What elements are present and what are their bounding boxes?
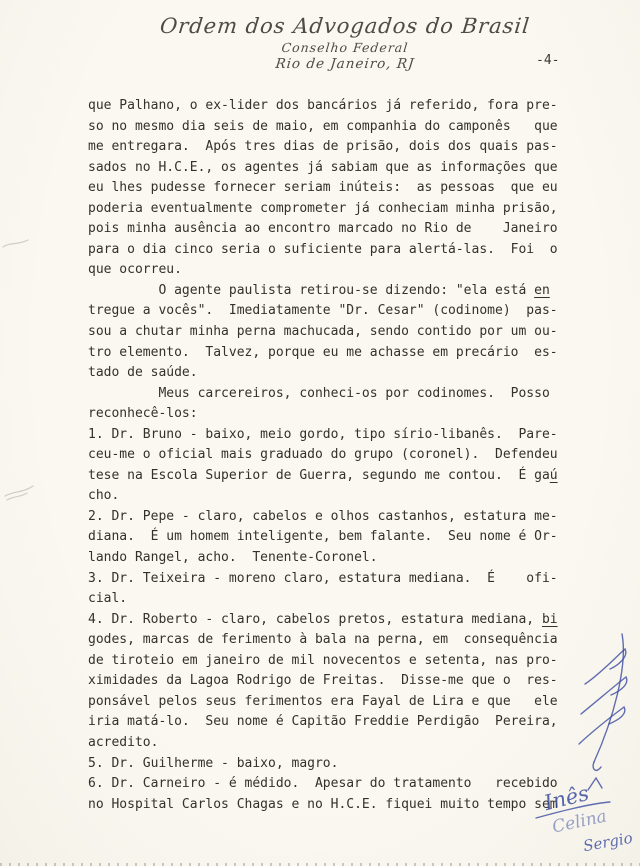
typewritten-line: iria matá-lo. Seu nome é Capitão Freddie Perdigão Pereira, [88, 714, 558, 730]
typewritten-line: que Palhano, o ex-lider dos bancários já referido, fora pre- [88, 98, 558, 113]
letterhead [120, 14, 570, 72]
typewritten-line: pois minha ausência ao encontro marcado no Rio de Janeiro [88, 221, 558, 237]
typewritten-line: ponsável pelos seus ferimentos era Fayal de Lira e que ele [88, 693, 558, 709]
typewritten-line: eu lhes pudesse fornecer seriam inúteis: as pessoas que eu [88, 180, 558, 196]
typewritten-line: me entregara. Após tres dias de prisão, dois dos quais pas- [88, 139, 558, 155]
typewritten-line: 2. Dr. Pepe - claro, cabelos e olhos castanhos, estatura me- [88, 508, 558, 524]
typewritten-line: O agente paulista retirou-se dizendo: "ela está en [88, 282, 550, 298]
page-number: -4- [536, 53, 560, 68]
handwritten-signature-2: Celina [550, 806, 609, 838]
typewritten-line: no Hospital Carlos Chagas e no H.C.E. fiquei muito tempo sem [88, 796, 558, 812]
handwritten-signature-3: Sergio [581, 828, 634, 856]
ink-scribble-mark [565, 628, 640, 770]
typewritten-line: 3. Dr. Teixeira - moreno claro, estatura mediana. É ofi- [88, 570, 558, 586]
typewritten-line: cho. [88, 488, 120, 504]
typewritten-line: poderia eventualmente comprometer já conheciam minha prisão, [88, 200, 558, 216]
typewritten-line: tese na Escola Superior de Guerra, segundo me contou. É gaú [88, 467, 558, 483]
typewritten-line: so no mesmo dia seis de maio, em companhia do camponês que [88, 118, 558, 134]
typewritten-line: 5. Dr. Guilherme - baixo, magro. [88, 755, 339, 771]
typewritten-line: 4. Dr. Roberto - claro, cabelos pretos, estatura mediana, bi [88, 611, 558, 627]
typewritten-line: cial. [88, 591, 128, 607]
typewritten-body [88, 96, 568, 815]
typewritten-line: sou a chutar minha perna machucada, sendo contido por um ou- [88, 324, 558, 340]
typewritten-line: que ocorreu. [88, 262, 182, 278]
typewritten-line: tro elemento. Talvez, porque eu me achasse em precário es- [88, 344, 558, 360]
ink-caret-mark [586, 776, 604, 792]
typewritten-line: sados no H.C.E., os agentes já sabiam que as informações que [88, 159, 558, 175]
typewritten-line: de tiroteio em janeiro de mil novecentos e setenta, nas pro- [88, 652, 558, 668]
typewritten-line: tregue a vocês". Imediatamente "Dr. Cesar" (codinome) pas- [88, 303, 558, 319]
typewritten-line: ceu-me o oficial mais graduado do grupo (coronel). Defendeu [88, 447, 558, 463]
typewritten-line: reconhecê-los: [88, 406, 198, 422]
typewritten-line: para o dia cinco seria o suficiente para alertá-las. Foi o [88, 241, 558, 257]
typewritten-line: lando Rangel, acho. Tenente-Coronel. [88, 550, 378, 566]
typewritten-line: tado de saúde. [88, 365, 198, 381]
typewritten-line: diana. É um homem inteligente, bem falante. Seu nome é Or- [88, 529, 558, 545]
typewritten-line: godes, marcas de ferimento à bala na perna, em consequência [88, 632, 558, 648]
typewritten-line: 6. Dr. Carneiro - é médido. Apesar do tratamento recebido [88, 776, 558, 792]
pencil-mark-lower [3, 482, 35, 502]
typewritten-line: Meus carcereiros, conheci-os por codinomes. Posso [88, 385, 550, 401]
handwritten-signature-1: Inês [541, 780, 592, 816]
pencil-mark-upper [2, 236, 30, 252]
typewritten-line: 1. Dr. Bruno - baixo, meio gordo, tipo sírio-libanês. Pare- [88, 426, 558, 442]
typewritten-line: ximidades da Lagoa Rodrigo de Freitas. Disse-me que o res- [88, 673, 558, 689]
city-line: Rio de Janeiro, RJ [274, 56, 416, 72]
organization-name: Ordem dos Advogados do Brasil [158, 14, 532, 38]
council-name: Conselho Federal [280, 40, 410, 55]
typewritten-line: acredito. [88, 734, 159, 750]
